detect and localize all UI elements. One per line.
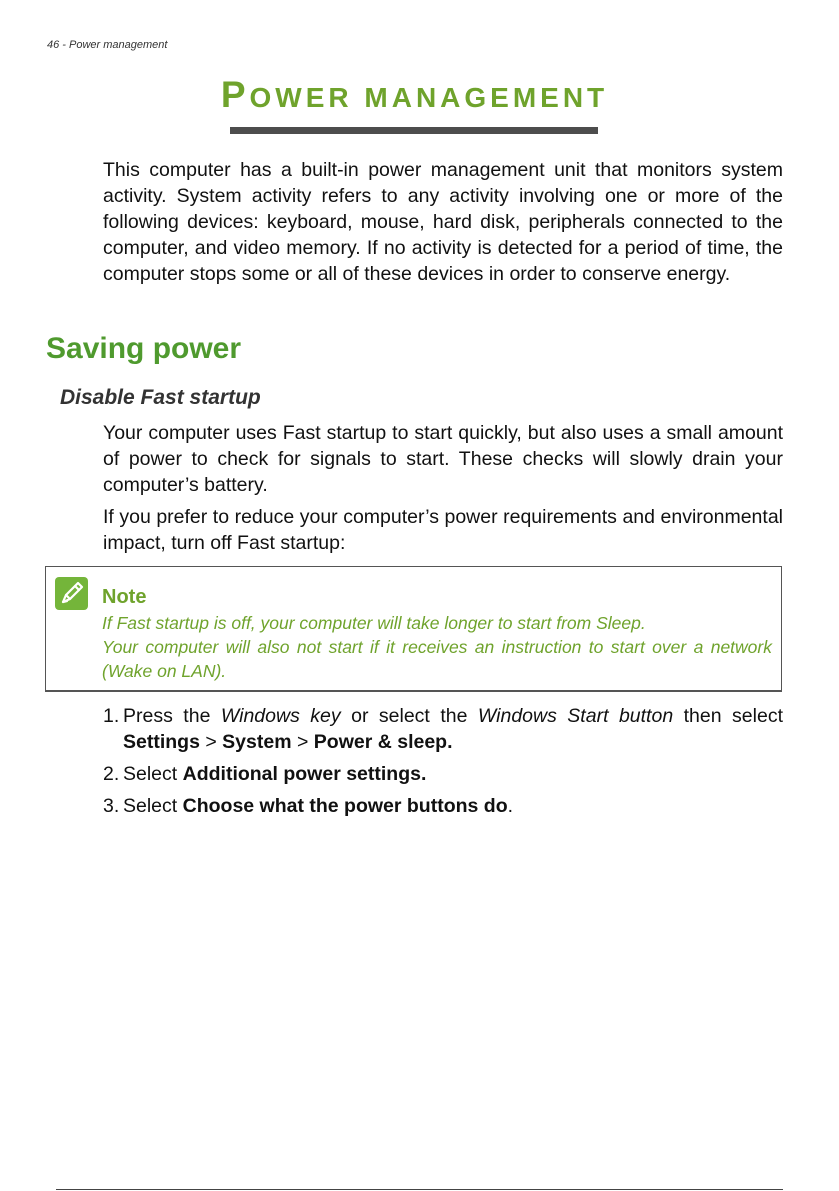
step-item	[103, 761, 783, 787]
step-menu-path: System	[222, 731, 292, 753]
title-underline	[230, 127, 598, 134]
body-paragraph: If you prefer to reduce your computer’s power requirements and environmental impact, turn off Fast startup:	[103, 506, 783, 554]
step-item	[103, 793, 783, 819]
step-separator: >	[291, 731, 314, 753]
step-number: 1.	[103, 705, 120, 727]
pencil-icon	[55, 577, 88, 610]
step-separator: >	[199, 731, 223, 753]
subsection-heading: Disable Fast startup	[60, 386, 261, 409]
step-menu-path: Additional power settings.	[182, 763, 427, 785]
step-menu-path: Power & sleep.	[313, 731, 453, 753]
step-text: Select	[123, 795, 183, 817]
note-line: If Fast startup is off, your computer will take longer to start from Sleep.	[102, 613, 646, 633]
step-key-name: Windows Start button	[477, 705, 674, 727]
chapter-title-initial: P	[220, 74, 250, 115]
step-text: .	[507, 795, 514, 817]
note-box	[45, 566, 782, 692]
chapter-title	[0, 74, 829, 116]
step-text: Select	[123, 763, 183, 785]
step-text: Press the	[123, 705, 221, 727]
chapter-title-rest: OWER MANAGEMENT	[249, 82, 609, 113]
step-text: then select	[673, 705, 783, 727]
footer-rule	[56, 1189, 783, 1190]
step-key-name: Windows key	[220, 705, 341, 727]
note-body	[102, 611, 772, 683]
step-text: or select the	[340, 705, 478, 727]
step-menu-path: Choose what the power buttons do	[182, 795, 508, 817]
intro-paragraph: This computer has a built-in power management unit that monitors system activity. System activity refers to any activity involving one or more of the following devices: keyboard, mouse, hard disk, peripherals connected to the computer, and video memory. If no activity is detected for a period of time, the computer stops some or all of these devices in order to conserve energy.	[103, 159, 783, 285]
note-title: Note	[102, 586, 147, 608]
step-number: 3.	[103, 795, 120, 817]
steps-list	[103, 703, 783, 825]
step-menu-path: Settings	[123, 731, 200, 753]
step-item	[103, 703, 783, 755]
step-number: 2.	[103, 763, 120, 785]
body-paragraph: Your computer uses Fast startup to start quickly, but also uses a small amount of power to check for signals to start. These checks will slowly drain your computer’s battery.	[103, 422, 783, 496]
section-heading: Saving power	[46, 332, 242, 365]
running-header: 46 - Power management	[47, 39, 168, 51]
note-line: Your computer will also not start if it receives an instruction to start over a network (Wake on LAN).	[102, 637, 772, 681]
